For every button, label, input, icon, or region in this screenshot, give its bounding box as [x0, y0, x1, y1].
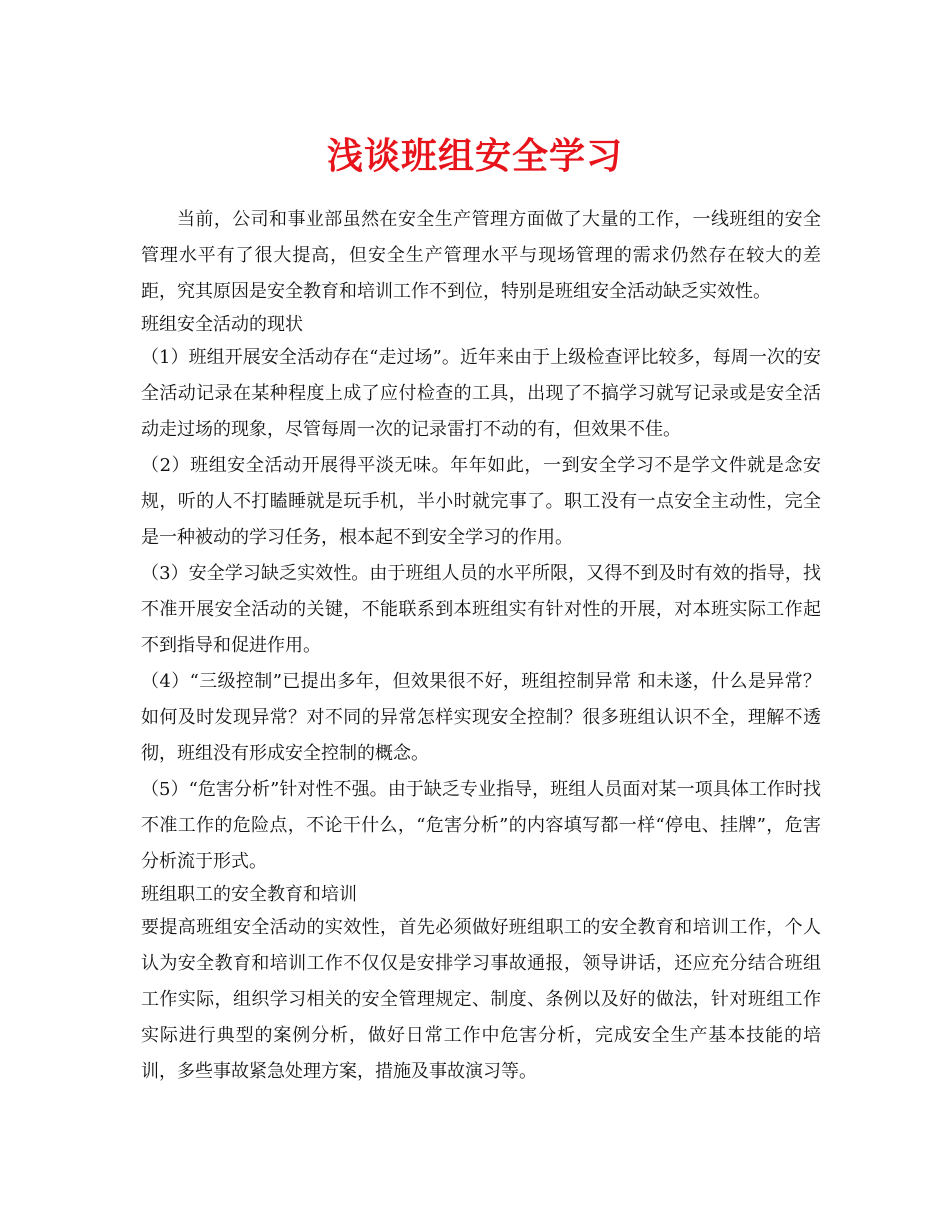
training-paragraph: 要提高班组安全活动的实效性，首先必须做好班组职工的安全教育和培训工作，个人认为安全教育和培训工作不仅仅是安排学习事故通报，领导讲话，还应充分结合班组工作实际，组织学习相关的安全管理规定、制度、条例以及好的做法，针对班组工作实际进行典型的案例分析，做好日常工作中危害分析，完成安全生产基本技能的培训，多些事故紧急处理方案，措施及事故演习等。	[141, 917, 821, 1082]
document-body	[141, 202, 821, 1090]
document-title: 浅谈班组安全学习	[326, 135, 623, 177]
section-heading-status: 班组安全活动的现状	[141, 314, 303, 335]
section-heading-training: 班组职工的安全教育和培训	[141, 884, 357, 905]
list-item: （4）“三级控制”已提出多年，但效果很不好，班组控制异常 和未遂，什么是异常？如何及时发现异常？对不同的异常怎样实现安全控制？很多班组认识不全，理解不透彻，班组没有形成安全控制的概念。	[141, 671, 821, 764]
intro-paragraph: 当前，公司和事业部虽然在安全生产管理方面做了大量的工作，一线班组的安全管理水平有了很大提高，但安全生产管理水平与现场管理的需求仍然存在较大的差距，究其原因是安全教育和培训工作不到位，特别是班组安全活动缺乏实效性。	[141, 209, 821, 302]
list-item: （3）安全学习缺乏实效性。由于班组人员的水平所限，又得不到及时有效的指导，找不准开展安全活动的关键，不能联系到本班组实有针对性的开展，对本班实际工作起不到指导和促进作用。	[141, 563, 821, 656]
list-item: （5）“危害分析”针对性不强。由于缺乏专业指导，班组人员面对某一项具体工作时找不准工作的危险点，不论干什么，“危害分析”的内容填写都一样“停电、挂牌”，危害分析流于形式。	[141, 779, 821, 872]
list-item: （2）班组安全活动开展得平淡无味。年年如此，一到安全学习不是学文件就是念安规，听的人不打瞌睡就是玩手机，半小时就完事了。职工没有一点安全主动性，完全是一种被动的学习任务，根本起不到安全学习的作用。	[141, 455, 821, 548]
list-item: （1）班组开展安全活动存在“走过场”。近年来由于上级检查评比较多，每周一次的安全活动记录在某种程度上成了应付检查的工具，出现了不搞学习就写记录或是安全活动走过场的现象，尽管每周一次的记录雷打不动的有，但效果不佳。	[141, 347, 821, 440]
